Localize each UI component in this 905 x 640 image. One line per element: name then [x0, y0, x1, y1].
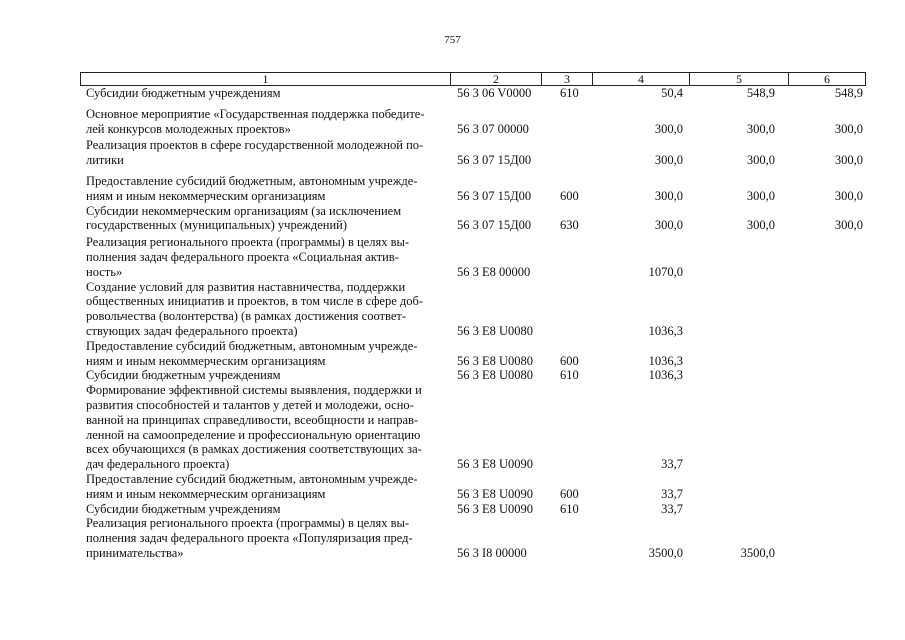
row-value-col4: 1070,0 — [648, 264, 683, 279]
row-name — [86, 204, 438, 234]
row-name-line: Субсидии бюджетным учреждениям — [86, 501, 281, 516]
row-name — [86, 107, 438, 137]
row-name-line: Субсидии некоммерческим организациям (за исключением — [86, 203, 402, 218]
table-row — [0, 339, 905, 369]
row-name — [86, 516, 438, 560]
row-name-line: Предоставление субсидий бюджетным, автономным учрежде- — [86, 338, 418, 353]
row-name — [86, 339, 438, 369]
table-row — [0, 502, 905, 517]
row-name-line: Формирование эффективной системы выявления, поддержки и — [86, 383, 422, 398]
row-name-line: ность» — [86, 264, 123, 279]
row-name-line: Субсидии бюджетным учреждениям — [86, 86, 281, 100]
row-code: 56 3 07 00000 — [457, 121, 529, 136]
row-name — [86, 502, 438, 517]
row-name-line: принимательства» — [86, 545, 184, 560]
row-value-col4: 300,0 — [654, 188, 683, 203]
row-value-col5: 300,0 — [746, 121, 775, 136]
row-value-col4: 300,0 — [654, 121, 683, 136]
row-code: 56 3 E8 U0090 — [457, 457, 534, 472]
row-value-col4: 33,7 — [661, 486, 683, 501]
row-name-line: Субсидии бюджетным учреждениям — [86, 368, 281, 383]
row-code: 56 3 E8 U0090 — [457, 486, 534, 501]
row-expense-type: 610 — [560, 368, 579, 383]
row-name-line: ниям и иным некоммерческим организациям — [86, 486, 326, 501]
row-name — [86, 280, 438, 339]
row-name-line: ленной на самоопределение и профессиональную ориентацию — [86, 427, 421, 442]
row-name-line: полнения задач федерального проекта «Социальная актив- — [86, 249, 399, 264]
row-name-line: Реализация регионального проекта (программы) в целях вы- — [86, 516, 410, 531]
row-code: 56 3 07 15Д00 — [457, 218, 532, 233]
row-name-line: дач федерального проекта) — [86, 457, 230, 472]
row-name-line: Предоставление субсидий бюджетным, автономным учрежде- — [86, 173, 418, 188]
row-value-col4: 1036,3 — [648, 323, 683, 338]
row-name-line: развития способностей и талантов у детей и молодежи, осно- — [86, 397, 414, 412]
row-value-col6: 300,0 — [834, 218, 863, 233]
table-row — [0, 86, 905, 101]
row-code: 56 3 E8 U0090 — [457, 501, 534, 516]
row-value-col4: 33,7 — [661, 501, 683, 516]
row-value-col5: 548,9 — [746, 86, 775, 100]
row-value-col5: 300,0 — [746, 188, 775, 203]
row-name — [86, 472, 438, 502]
row-code: 56 3 E8 U0080 — [457, 353, 534, 368]
row-code: 56 3 E8 U0080 — [457, 323, 534, 338]
header-col-4: 4 — [592, 73, 689, 85]
row-expense-type: 610 — [560, 86, 579, 100]
table-row — [0, 368, 905, 383]
row-name-line: Реализация проектов в сфере государственной молодежной по- — [86, 138, 424, 153]
table-row — [0, 204, 905, 234]
row-expense-type: 600 — [560, 353, 579, 368]
row-value-col4: 1036,3 — [648, 368, 683, 383]
row-name — [86, 235, 438, 279]
row-name-line: ствующих задач федерального проекта) — [86, 323, 298, 338]
row-name-line: лей конкурсов молодежных проектов» — [86, 121, 291, 136]
row-name-line: ванной на принципах справедливости, всеобщности и направ- — [86, 412, 419, 427]
table-header — [80, 72, 866, 86]
row-value-col4: 300,0 — [654, 218, 683, 233]
row-name-line: всех обучающихся (в рамках достижения соответствующих за- — [86, 442, 422, 457]
row-expense-type: 610 — [560, 501, 579, 516]
row-name-line: государственных (муниципальных) учреждений) — [86, 218, 348, 233]
row-value-col6: 300,0 — [834, 121, 863, 136]
table-row — [0, 280, 905, 339]
table-row — [0, 383, 905, 472]
row-name-line: ровольчества (волонтерства) (в рамках достижения соответ- — [86, 309, 406, 324]
row-name — [86, 86, 438, 101]
row-name — [86, 368, 438, 383]
row-code: 56 3 07 15Д00 — [457, 153, 532, 168]
row-name-line: литики — [86, 153, 124, 168]
row-name-line: Реализация регионального проекта (программы) в целях вы- — [86, 235, 410, 250]
row-code: 56 3 E8 00000 — [457, 264, 531, 279]
row-value-col6: 300,0 — [834, 188, 863, 203]
row-name — [86, 383, 438, 472]
table-row — [0, 101, 905, 137]
row-code: 56 3 E8 U0080 — [457, 368, 534, 383]
row-value-col5: 300,0 — [746, 153, 775, 168]
row-value-col5: 300,0 — [746, 218, 775, 233]
table-row — [0, 168, 905, 204]
header-col-5: 5 — [689, 73, 788, 85]
row-name-line: Предоставление субсидий бюджетным, автономным учрежде- — [86, 471, 418, 486]
row-expense-type: 600 — [560, 486, 579, 501]
row-name-line: Основное мероприятие «Государственная поддержка победите- — [86, 106, 425, 121]
row-name-line: ниям и иным некоммерческим организациям — [86, 353, 326, 368]
row-value-col6: 548,9 — [834, 86, 863, 100]
table-row — [0, 233, 905, 279]
row-code: 56 3 06 V0000 — [457, 86, 532, 100]
page-number: 757 — [444, 34, 461, 46]
row-name — [86, 138, 438, 168]
row-name-line: ниям и иным некоммерческим организациям — [86, 188, 326, 203]
budget-table — [0, 86, 905, 561]
row-value-col4: 300,0 — [654, 153, 683, 168]
table-row — [0, 136, 905, 168]
row-name-line: Создание условий для развития наставничества, поддержки — [86, 279, 406, 294]
table-row — [0, 472, 905, 502]
row-code: 56 3 I8 00000 — [457, 545, 527, 560]
header-col-1: 1 — [262, 72, 269, 86]
row-code: 56 3 07 15Д00 — [457, 188, 532, 203]
row-value-col4: 50,4 — [661, 86, 683, 100]
row-value-col4: 1036,3 — [648, 353, 683, 368]
row-value-col6: 300,0 — [834, 153, 863, 168]
row-value-col4: 3500,0 — [648, 545, 683, 560]
table-row — [0, 516, 905, 560]
header-col-3: 3 — [541, 73, 592, 85]
row-name-line: общественных инициатив и проектов, в том числе в сфере доб- — [86, 294, 424, 309]
row-value-col5: 3500,0 — [740, 545, 775, 560]
row-name — [86, 174, 438, 204]
header-col-2: 2 — [450, 73, 541, 85]
row-expense-type: 600 — [560, 188, 579, 203]
row-name-line: полнения задач федерального проекта «Популяризация пред- — [86, 531, 413, 546]
row-value-col4: 33,7 — [661, 457, 683, 472]
row-expense-type: 630 — [560, 218, 579, 233]
header-col-6: 6 — [788, 73, 865, 85]
